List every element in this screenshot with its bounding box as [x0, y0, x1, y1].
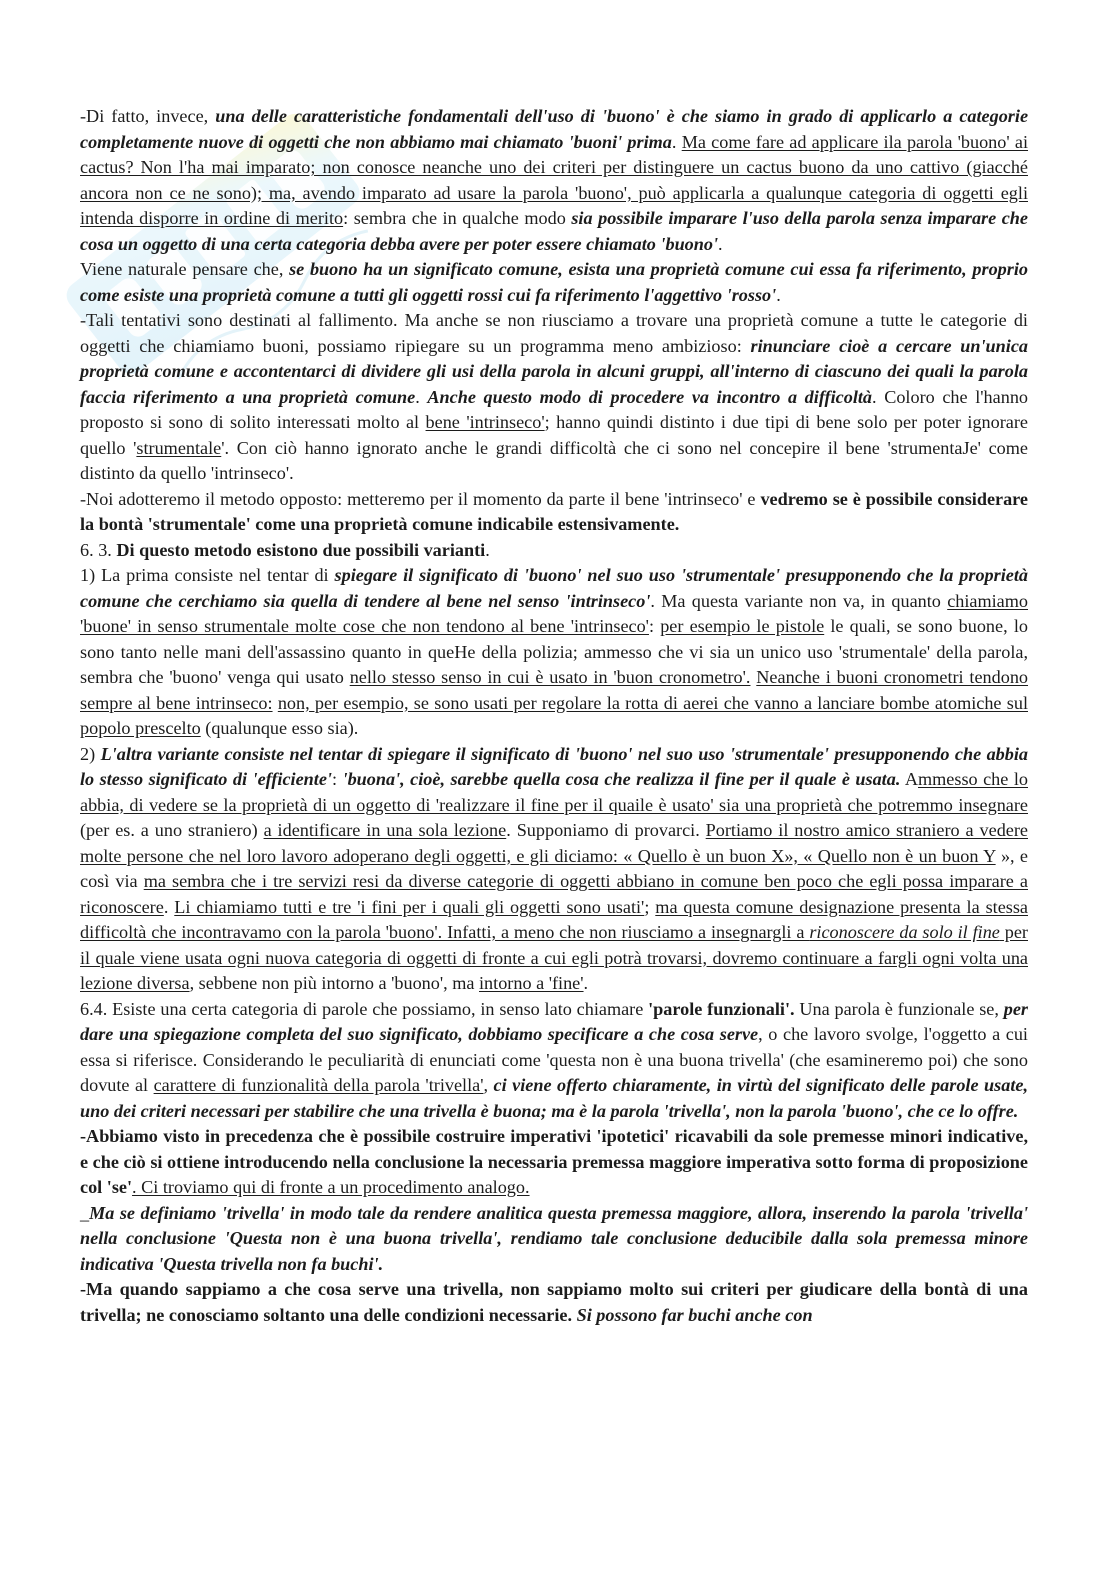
text-run: sia possibile imparare l'uso della parola senza imparare che cosa un oggetto di una certa categoria debba avere per poter essere chiamato 'buono'	[80, 208, 1028, 254]
text-run: le quali, se sono buone, lo sono tanto nelle mani dell'assassino quanto in queHe della polizia; ammesso che vi sia un unico uso 'strumentale' della parola, sembra che 'buono' venga qui usato	[80, 616, 1028, 687]
text-run: L'altra variante consiste nel tentar di spiegare il significato di 'buono' nel suo uso 'strumentale' presupponendo che abbia lo stesso significato di 'efficiente'	[80, 743, 1029, 789]
text-run: .	[776, 284, 781, 305]
text-run: Ma come fare ad applicare ila parola 'buono' ai cactus? Non l'ha mai imparato; non conosce neanche uno dei criteri per distinguere un cactus buono da uno cattivo (giacché ancora non ce ne sono); ma, avendo imparato ad usare la parola 'buono', può applicarla a qualunque categoria di oggetti egli intenda disporre in ordine di merito	[80, 131, 1029, 228]
text-run: rinunciare cioè a cercare un'unica proprietà comune e accontentarci di dividere gli usi della parola in alcuni gruppi, all'interno di ciascuno dei quali la parola faccia riferimento a una proprietà comune	[80, 335, 1028, 407]
paragraph	[80, 742, 1028, 997]
text-run: .	[583, 973, 589, 993]
text-run: (qualunque esso sia).	[200, 718, 359, 738]
text-run: Ma se definiamo 'trivella' in modo tale da rendere analitica questa premessa maggiore, allora, inserendo la parola 'trivella' nella conclusione 'Questa non è una buona trivella', rendiamo tale conclusione deducibile dalla sola premessa minore indicativa 'Questa trivella non fa buchi'.	[80, 1202, 1028, 1274]
text-run: ,	[483, 1075, 494, 1095]
paragraph	[80, 308, 1028, 487]
paragraph	[80, 1277, 1028, 1328]
text-run: 'buona', cioè, sarebbe quella cosa che realizza il fine per il quale è usata.	[342, 769, 901, 789]
text-run: _	[80, 1202, 90, 1223]
text-run: -Abbiamo visto in precedenza che è possibile costruire imperativi 'ipotetici' ricavabili da sole premesse minori indicative, e che ciò si ottiene introducendo nella conclusione la necessaria premessa maggiore imperativa sotto forma di proposizione col 'se'	[80, 1126, 1028, 1197]
text-run: :	[331, 769, 343, 789]
text-run: una delle caratteristiche fondamentali dell'uso di 'buono' è che siamo in grado di applicarlo a categorie completamente nuove di oggetti che non abbiamo mai chiamato 'buoni' prima	[80, 106, 1029, 152]
text-run: ci viene offerto chiaramente, in virtù del significato delle parole usate, uno dei criteri necessari per stabilire che una trivella è buona; ma è la parola 'trivella', non la parola 'buono', che ce lo offre.	[80, 1075, 1028, 1121]
text-run: -Ma quando sappiamo a che cosa serve una trivella, non sappiamo molto sui criteri per giudicare della bontà di una trivella; ne conosciamo soltanto una delle condizioni necessarie.	[80, 1279, 1028, 1325]
text-run: Anche questo modo di procedere va incontro a difficoltà	[427, 386, 873, 407]
text-run: Si possono far buchi anche con	[576, 1304, 813, 1325]
text-run: : sembra che in qualche modo	[343, 208, 572, 228]
text-run: ; hanno quindi distinto i due tipi di bene solo per poter ignorare quello '	[80, 412, 1028, 458]
text-run: a identificare in una sola lezione	[263, 820, 507, 840]
document-body	[80, 104, 1028, 1328]
paragraph	[80, 1201, 1028, 1278]
paragraph	[80, 997, 1028, 1125]
text-run: se buono ha un significato comune, esista una proprietà comune cui essa fa riferimento, proprio come esiste una proprietà comune a tutti gli oggetti rossi cui fa riferimento l'aggettivo 'rosso'	[80, 259, 1028, 305]
paragraph	[80, 257, 1028, 308]
text-run: Li chiamiamo tutti e tre 'i fini per i quali gli oggetti sono usati'	[174, 896, 645, 917]
text-run: intorno a 'fine'	[479, 973, 584, 993]
text-run: .	[485, 539, 490, 560]
text-run: Portiamo il nostro amico straniero a vedere molte persone che nel loro lavoro adoperano degli oggetti, e gli diciamo: « Quello è un buon X», « Quello non è un buon Y	[80, 820, 1028, 866]
text-run: 'parole funzionali'.	[648, 998, 795, 1019]
text-run: . Ma questa variante non va, in quanto	[650, 590, 948, 611]
text-run: .	[671, 131, 682, 152]
text-run: Neanche i buoni cronometri tendono sempre al bene intrinseco:	[80, 667, 1029, 713]
text-run: .	[415, 386, 428, 407]
paragraph	[80, 1124, 1028, 1201]
text-run: , o che lavoro svolge, l'oggetto a cui essa si riferisce. Considerando le peculiarità di enunciati come 'questa non è una buona trivella' (che esamineremo poi) che sono dovute al	[80, 1024, 1028, 1095]
text-run: », e così via	[80, 845, 1029, 891]
text-run: per dare una spiegazione completa del suo significato, dobbiamo specificare a che cosa serve	[80, 998, 1028, 1044]
text-run: .	[163, 896, 175, 917]
text-run: . Coloro che l'hanno proposto si sono di solito interessati molto al	[80, 386, 1029, 432]
text-run: vedremo se è possibile considerare la bontà 'strumentale' come una proprietà comune indicabile estensivamente.	[80, 488, 1028, 534]
text-run: chiamiamo 'buone' in senso strumentale molte cose che non tendono al bene 'intrinseco'	[80, 590, 1028, 636]
text-run: -Di fatto, invece,	[80, 106, 216, 126]
text-run: Viene naturale pensare che,	[80, 259, 290, 279]
text-run: .	[718, 233, 723, 254]
text-run: (per es. a uno straniero)	[80, 820, 264, 840]
paragraph	[80, 104, 1028, 257]
paragraph	[80, 487, 1028, 538]
paragraph	[80, 563, 1028, 742]
text-run: -Noi adotteremo il metodo opposto: metteremo per il momento da parte il bene 'intrinseco' e	[80, 488, 761, 509]
text-run: mmesso che lo abbia, di vedere se la proprietà di un oggetto di 'realizzare il fine per il quaile è usato' sia una proprietà che potremmo insegnare	[80, 769, 1028, 815]
text-run: Una parola è funzionale se,	[794, 998, 1004, 1019]
paragraph	[80, 538, 1028, 564]
text-run: per esempio le pistole	[660, 616, 825, 636]
text-run: , sebbene non più intorno a 'buono', ma	[189, 973, 479, 993]
text-run: . Supponiamo di provarci.	[506, 820, 706, 840]
text-run: 6. 3.	[80, 539, 117, 560]
text-run: ;	[644, 896, 656, 917]
text-run: . Ci troviamo qui di fronte a un procedimento analogo.	[132, 1177, 530, 1197]
text-run: 2)	[80, 743, 101, 764]
text-run: per il quale viene usata ogni nuova categoria di oggetti di fronte a cui egli potrà trovarsi, dovremo continuare a fargli ogni volta una lezione diversa	[80, 922, 1028, 993]
text-run: 6.4. Esiste una certa categoria di parole che possiamo, in senso lato chiamare	[80, 998, 649, 1019]
text-run: carattere di funzionalità della parola 'trivella'	[153, 1075, 484, 1095]
text-run: :	[648, 616, 661, 636]
text-run: ma questa comune designazione presenta la stessa difficoltà che incontravamo con la parola 'buono'. Infatti, a meno che non riusciamo a insegnargli a	[80, 896, 1028, 942]
text-run: 1) La prima consiste nel tentar di	[80, 565, 335, 585]
text-run: Di questo metodo esistono due possibili varianti	[116, 539, 486, 560]
text-run: ma sembra che i tre servizi resi da diverse categorie di oggetti abbiano in comune ben poco che egli possa imparare a riconoscere	[80, 871, 1028, 917]
text-run: strumentale	[136, 437, 222, 458]
text-run: spiegare il significato di 'buono' nel suo uso 'strumentale' presupponendo che la proprietà comune che cerchiamo sia quella di tendere al bene nel senso 'intrinseco'	[80, 565, 1029, 611]
text-run: bene 'intrinseco'	[425, 412, 545, 432]
text-run: non, per esempio, se sono usati per regolare la rotta di aerei che vanno a lanciare bombe atomiche sul popolo prescelto	[80, 692, 1028, 738]
text-run: A	[900, 769, 918, 789]
text-run: nello stesso senso in cui è usato in 'buon cronometro'.	[349, 667, 751, 687]
text-run: '. Con ciò hanno ignorato anche le grandi difficoltà che ci sono nel concepire il bene 'strumentaJe' come distinto da quello 'intrinseco'.	[80, 437, 1028, 483]
text-run: -Tali tentativi sono destinati al fallimento. Ma anche se non riusciamo a trovare una proprietà comune a tutte le categorie di oggetti che chiamiamo buoni, possiamo ripiegare su un programma meno ambizioso:	[80, 310, 1028, 356]
text-run: riconoscere da solo il fine	[809, 922, 1000, 942]
